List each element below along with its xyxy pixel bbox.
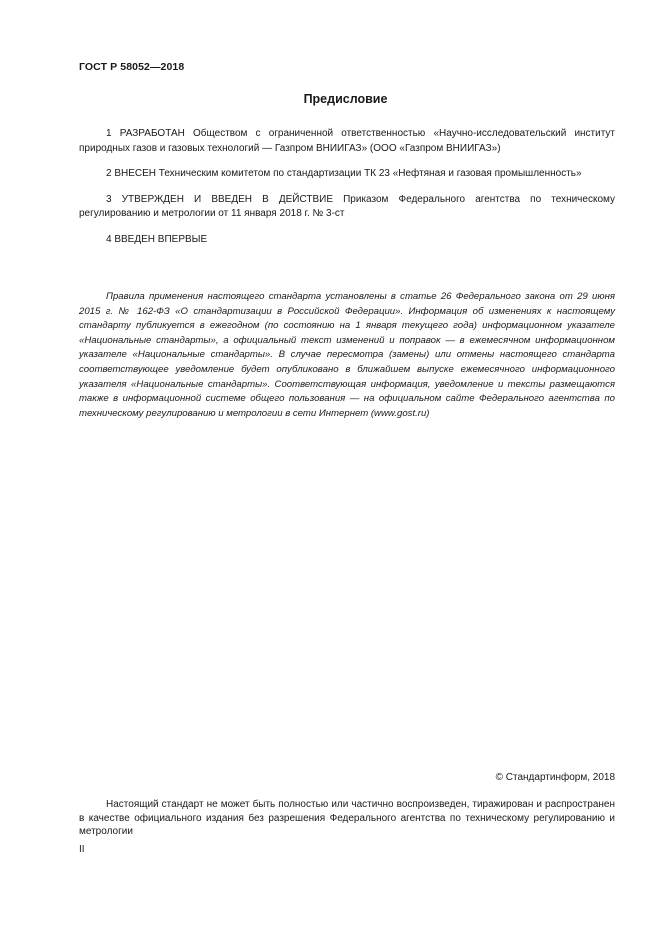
copyright-line: © Стандартинформ, 2018 bbox=[495, 772, 615, 783]
page-number: II bbox=[79, 844, 85, 855]
preface-item-2: 2 ВНЕСЕН Техническим комитетом по стандартизации ТК 23 «Нефтяная и газовая промышленность» bbox=[106, 168, 582, 179]
rights-notice: Настоящий стандарт не может быть полностью или частично воспроизведен, тиражирован и распространен в качестве официального издания без разрешения Федерального агентства по техническому регулированию и метрологии bbox=[79, 799, 615, 838]
preface-items bbox=[79, 127, 615, 258]
preface-item-4: 4 ВВЕДЕН ВПЕРВЫЕ bbox=[106, 233, 208, 245]
application-rules-note: Правила применения настоящего стандарта установлены в статье 26 Федерального закона от 29 июня 2015 г. № 162-ФЗ «О стандартизации в Российской Федерации». Информация об изменениях к настоящему стандарту публикуется в ежегодном (по состоянию на 1 января текущего года) информационном указателе «Национальные стандарты», а официальный текст изменений и поправок — в ежемесячном информационном указателе «Национальные стандарты». В случае пересмотра (замены) или отмены настоящего стандарта соответствующее уведомление будет опубликовано в ближайшем выпуске ежемесячного информационного указателя «Национальные стандарты». Соответствующая информация, уведомление и тексты размещаются также в информационной системе общего пользования — на официальном сайте Федерального агентства по техническому регулированию и метрологии в сети Интернет (www.gost.ru) bbox=[79, 291, 615, 419]
preface-item-3: 3 УТВЕРЖДЕН И ВВЕДЕН В ДЕЙСТВИЕ Приказом Федерального агентства по техническому регулированию и метрологии от 11 января 2018 г. № 3-ст bbox=[79, 193, 615, 219]
page-title: Предисловие bbox=[303, 92, 388, 106]
preface-item-1: 1 РАЗРАБОТАН Обществом с ограниченной ответственностью «Научно-исследовательский институт природных газов и газовых технологий — Газпром ВНИИГАЗ» (ООО «Газпром ВНИИГАЗ») bbox=[79, 128, 615, 154]
standard-code: ГОСТ Р 58052—2018 bbox=[79, 61, 185, 73]
